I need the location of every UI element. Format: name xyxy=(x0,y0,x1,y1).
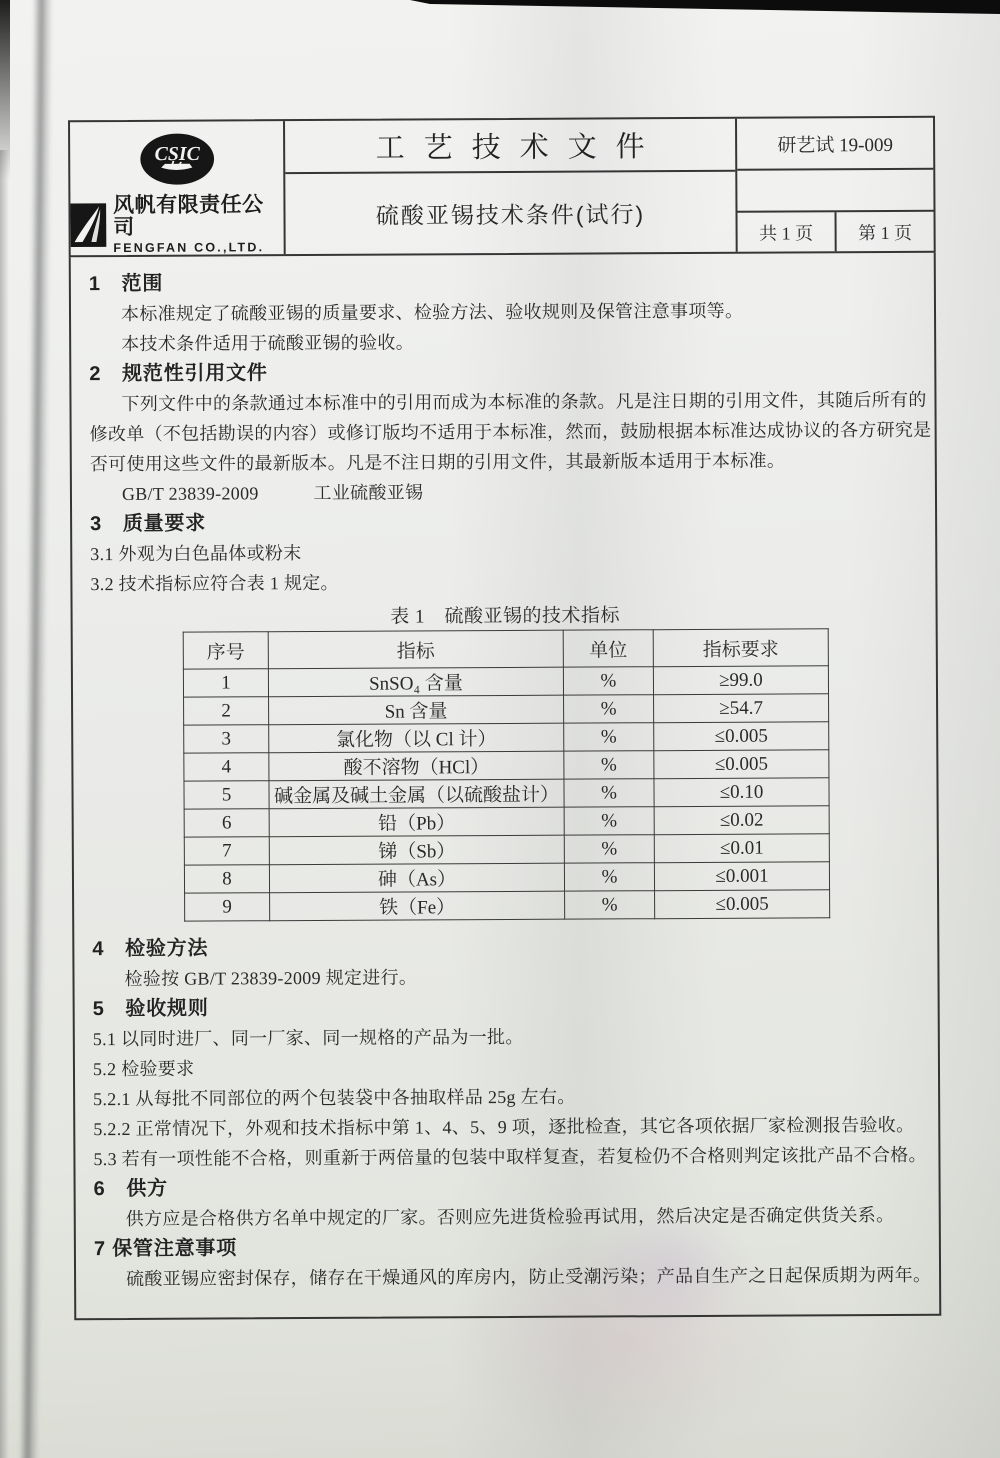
table-cell-unit: % xyxy=(565,891,655,919)
table-cell-indicator: 锑（Sb） xyxy=(269,835,564,865)
scanner-edge-shadow xyxy=(0,0,1000,18)
table-cell-unit: % xyxy=(564,751,654,779)
table-cell-unit: % xyxy=(564,863,654,891)
table-cell-unit: % xyxy=(564,723,654,751)
document-body xyxy=(69,253,942,1321)
table-row xyxy=(184,778,829,809)
table-cell-seq: 5 xyxy=(184,781,269,809)
table-row xyxy=(184,722,829,753)
company-name-cn: 风帆有限责任公司 xyxy=(113,193,264,239)
table-cell-requirement: ≤0.005 xyxy=(654,722,829,751)
text-line: 下列文件中的条款通过本标准中的引用而成为本标准的条款。凡是注日期的引用文件，其随后所有的 xyxy=(121,389,927,414)
table-header-cell: 指标 xyxy=(268,630,563,669)
text-line: 供方应是合格供方名单中规定的厂家。否则应先进货检验再试用，然后决定是否确定供货关系。 xyxy=(125,1204,895,1229)
table-cell-unit: % xyxy=(563,667,653,695)
csic-logo-icon xyxy=(136,131,218,186)
text-line: 本标准规定了硫酸亚锡的质量要求、检验方法、验收规则及保管注意事项等。 xyxy=(120,300,744,324)
body-section-2 xyxy=(74,930,939,1295)
text-line: 7 保管注意事项 xyxy=(93,1237,238,1261)
text-line: 5.1 以同时进厂、同一厂家、同一规格的产品为一批。 xyxy=(92,1026,524,1050)
company-logo-cell xyxy=(70,121,286,255)
text-line: 5.2.2 正常情况下，外观和技术指标中第 1、4、5、9 项，逐批检查，其它各项依据厂家检测报告验收。 xyxy=(93,1114,915,1140)
table-caption: 表 1 硫酸亚锡的技术指标 xyxy=(390,605,621,628)
table-cell-seq: 2 xyxy=(184,697,269,725)
spec-table xyxy=(183,628,831,921)
table-cell-requirement: ≥99.0 xyxy=(653,666,828,695)
text-line: 2 规范性引用文件 xyxy=(89,362,268,386)
table-cell-requirement: ≤0.005 xyxy=(654,750,829,779)
table-cell-indicator: SnSO₄ 含量 xyxy=(268,667,563,697)
pages-total: 共 1 页 xyxy=(759,222,814,244)
table-header-cell: 序号 xyxy=(183,632,268,669)
text-line: 检验按 GB/T 23839-2009 规定进行。 xyxy=(124,967,418,989)
table-cell-seq: 1 xyxy=(183,669,268,697)
page-edge-shadow xyxy=(0,150,9,1458)
doc-number-cells xyxy=(735,118,934,252)
table-cell-indicator: Sn 含量 xyxy=(269,695,564,725)
table-row xyxy=(185,890,830,921)
table-cell-indicator: 酸不溶物（HCl） xyxy=(269,751,564,781)
text-line: 本技术条件适用于硫酸亚锡的验收。 xyxy=(121,332,415,354)
text-line: 硫酸亚锡应密封保存，储存在干燥通风的库房内，防止受潮污染；产品自生产之日起保质期为两年。 xyxy=(126,1264,932,1289)
csic-logo-text: CSIC xyxy=(154,142,200,166)
page-crease-shadow xyxy=(19,0,53,1458)
document xyxy=(68,116,941,1321)
text-line: 1 范围 xyxy=(88,272,164,296)
table-cell-unit: % xyxy=(564,779,654,807)
page-edge-shadow-top xyxy=(0,0,10,180)
table-cell-requirement: ≤0.005 xyxy=(655,890,830,919)
text-line: 5.2.1 从每批不同部位的两个包装袋中各抽取样品 25g 左右。 xyxy=(93,1086,576,1110)
body-section-1 xyxy=(71,265,936,600)
table-cell-unit: % xyxy=(564,807,654,835)
text-line: 5 验收规则 xyxy=(92,997,209,1021)
table-cell-indicator: 砷（As） xyxy=(269,863,564,893)
text-line: GB/T 23839-2009 工业硫酸亚锡 xyxy=(121,482,424,504)
empty-cell xyxy=(737,170,933,213)
fengfan-sail-icon xyxy=(70,203,106,247)
page-current: 第 1 页 xyxy=(834,212,933,252)
table-cell-unit: % xyxy=(564,695,654,723)
table-cell-seq: 8 xyxy=(184,865,269,893)
company-name-block xyxy=(70,194,283,255)
table-row xyxy=(183,666,828,697)
table-cell-seq: 6 xyxy=(184,809,269,837)
document-type-title: 工艺技术文件 xyxy=(285,119,735,174)
table-row xyxy=(184,694,829,725)
table-cell-seq: 4 xyxy=(184,753,269,781)
table-header-cell: 指标要求 xyxy=(653,629,828,667)
table-cell-indicator: 碱金属及碱土金属（以硫酸盐计） xyxy=(269,779,564,809)
text-line: 4 检验方法 xyxy=(92,937,209,961)
spec-table-body xyxy=(183,666,829,921)
table-cell-seq: 7 xyxy=(184,837,269,865)
table-cell-indicator: 铅（Pb） xyxy=(269,807,564,837)
table-row xyxy=(184,862,829,893)
text-line: 3.1 外观为白色晶体或粉末 xyxy=(90,543,302,565)
table-header-cell: 单位 xyxy=(563,630,653,667)
table-cell-requirement: ≤0.001 xyxy=(654,862,829,891)
table-cell-unit: % xyxy=(564,835,654,863)
table-row xyxy=(184,750,829,781)
table-cell-indicator: 氯化物（以 Cl 计） xyxy=(269,723,564,753)
text-line: 否可使用这些文件的最新版本。凡是不注日期的引用文件，其最新版本适用于本标准。 xyxy=(89,450,786,475)
text-line: 3.2 技术指标应符合表 1 规定。 xyxy=(90,572,339,595)
text-line: 5.3 若有一项性能不合格，则重新于两倍量的包装中取样复查，若复检仍不合格则判定该批产品不合格。 xyxy=(93,1144,927,1170)
text-line: 5.2 检验要求 xyxy=(92,1058,195,1080)
title-cells xyxy=(285,119,736,254)
company-names xyxy=(113,194,284,255)
table-cell-requirement: ≤0.01 xyxy=(654,834,829,863)
text-line: 3 质量要求 xyxy=(90,512,207,536)
table-cell-seq: 3 xyxy=(184,725,269,753)
table-cell-requirement: ≥54.7 xyxy=(654,694,829,723)
company-name-en: FENGFAN CO.,LTD. xyxy=(113,240,265,255)
table-cell-requirement: ≤0.02 xyxy=(654,806,829,835)
table-cell-seq: 9 xyxy=(185,893,270,921)
document-number: 研艺试 19-009 xyxy=(737,118,933,171)
text-line: 6 供方 xyxy=(93,1177,168,1201)
table-row xyxy=(184,834,829,865)
spec-table-header-row xyxy=(183,629,828,669)
page-info-row xyxy=(737,212,933,252)
document-title: 硫酸亚锡技术条件(试行) xyxy=(375,200,646,229)
table-cell-indicator: 铁（Fe） xyxy=(270,891,565,921)
document-header-table xyxy=(68,116,936,258)
table-cell-requirement: ≤0.10 xyxy=(654,778,829,807)
text-line: 修改单（不包括勘误的内容）或修订版均不适用于本标准，然而，鼓励根据本标准达成协议的各方研究是 xyxy=(89,419,932,445)
table-row xyxy=(184,806,829,837)
